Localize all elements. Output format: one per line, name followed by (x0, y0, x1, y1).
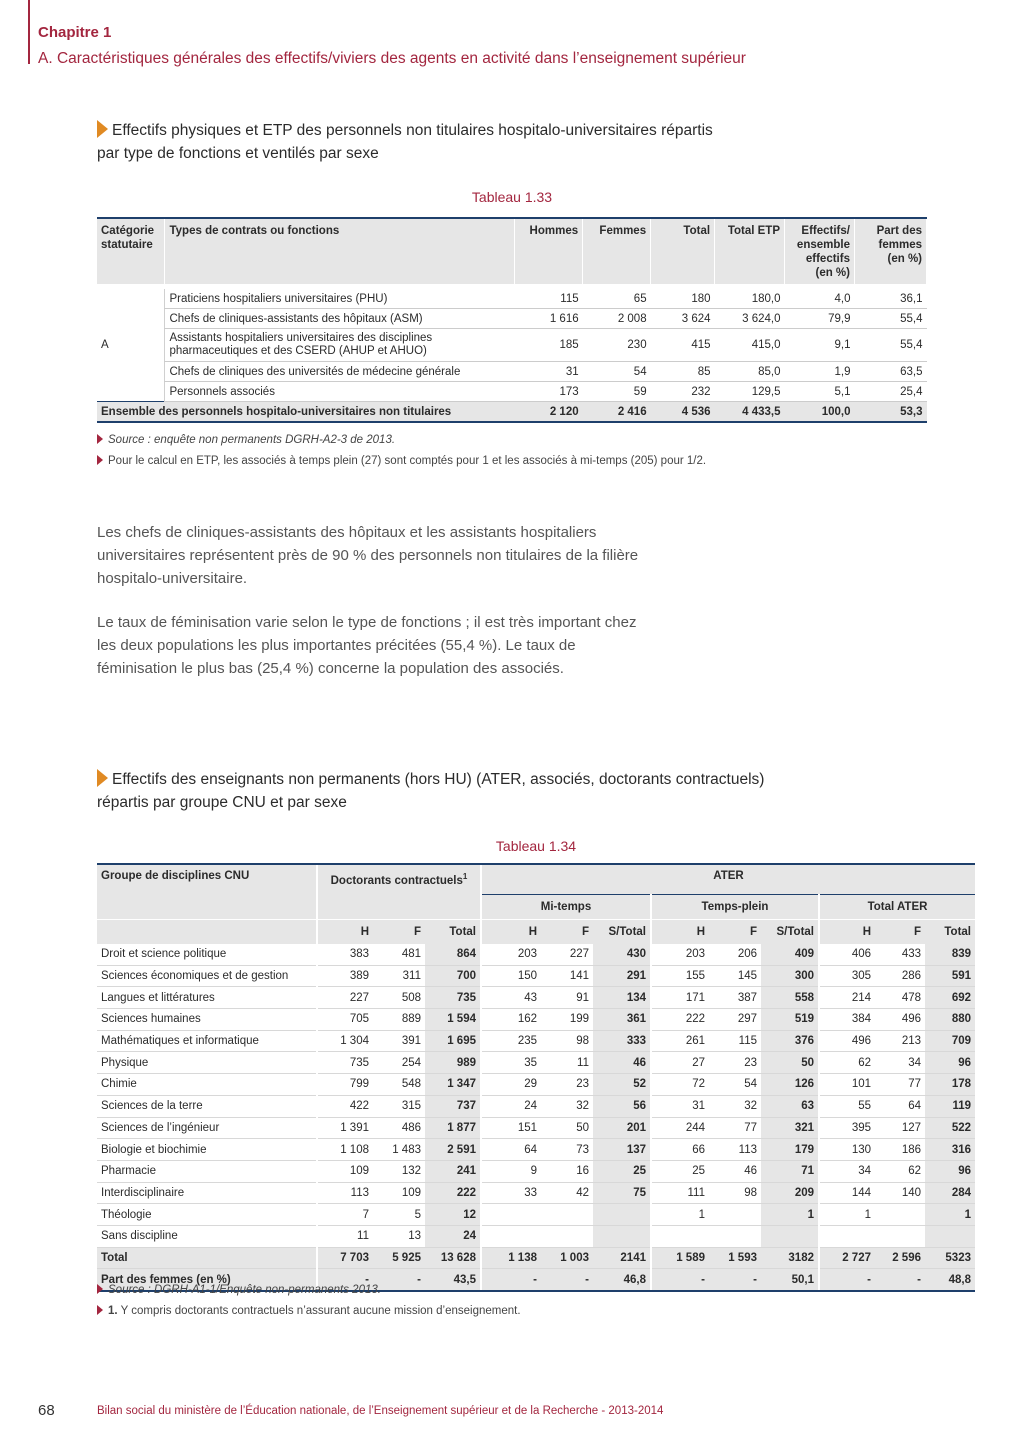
table-cell: 171 (651, 987, 709, 1009)
table-cell: 3182 (761, 1247, 819, 1269)
table-row (97, 1117, 975, 1139)
table-cell: 496 (819, 1030, 875, 1052)
footnote-2: 1. Y compris doctorants contractuels n’assurant aucune mission d’enseignement. (97, 1305, 521, 1317)
row-label: Théologie (97, 1204, 317, 1226)
table-cell: 113 (317, 1182, 373, 1204)
table-cell: 376 (761, 1030, 819, 1052)
table-cell (593, 1225, 651, 1247)
table-row (97, 965, 975, 987)
table-cell: 692 (925, 987, 975, 1009)
table-cell: 300 (761, 965, 819, 987)
arrow-icon (97, 769, 108, 787)
source-note-2: Source : DGRH-A1-1/Enquête non-permanents 2013. (97, 1284, 381, 1296)
page-number: 68 (38, 1402, 55, 1419)
table-cell (709, 1204, 761, 1226)
table-cell: 155 (651, 965, 709, 987)
table-cell: 735 (317, 1052, 373, 1074)
table-cell: 1 (819, 1204, 875, 1226)
table-total-row: Ensemble des personnels hospitalo-universitaires non titulaires 2 120 2 416 4 536 4 433,5 100,0 53,3 (97, 402, 927, 423)
table-row: Chefs de cliniques des universités de médecine générale 31 54 85 85,0 1,9 63,5 (97, 362, 927, 382)
table-cell: 383 (317, 944, 373, 965)
table-cell: 316 (925, 1139, 975, 1161)
table-cell: 62 (875, 1160, 925, 1182)
table-cell (875, 1204, 925, 1226)
table-cell: - (373, 1269, 425, 1291)
table-cell: 43,5 (425, 1269, 481, 1291)
table-cell: 126 (761, 1074, 819, 1096)
table-body (97, 944, 975, 1291)
table-cell: 42 (541, 1182, 593, 1204)
table-cell: 297 (709, 1009, 761, 1031)
table-cell: 151 (481, 1117, 541, 1139)
row-label: Part des femmes (en %) (97, 1269, 317, 1291)
row-label: Sciences économiques et de gestion (97, 965, 317, 987)
table-cell: 5 (373, 1204, 425, 1226)
table-cell: 96 (925, 1160, 975, 1182)
table-cell: 66 (651, 1139, 709, 1161)
table-cell: 132 (373, 1160, 425, 1182)
table-cell: 387 (709, 987, 761, 1009)
table-cell: 32 (709, 1095, 761, 1117)
table-cell: 54 (709, 1074, 761, 1096)
table-cell: 705 (317, 1009, 373, 1031)
table-cell: 179 (761, 1139, 819, 1161)
table-cell: 11 (317, 1225, 373, 1247)
table-cell: 113 (709, 1139, 761, 1161)
table-cell: 50 (761, 1052, 819, 1074)
table-cell: 134 (593, 987, 651, 1009)
table-cell: 209 (761, 1182, 819, 1204)
table-cell: 839 (925, 944, 975, 965)
table1-caption: Tableau 1.33 (471, 189, 553, 205)
table-row: Personnels associés 173 59 232 129,5 5,1 25,4 (97, 382, 927, 402)
col-total-ater: Total ATER (819, 895, 975, 920)
table-cell: 391 (373, 1030, 425, 1052)
col-total: Total (651, 218, 715, 284)
table-cell: 496 (875, 1009, 925, 1031)
table-cell: 46,8 (593, 1269, 651, 1291)
table-cell: 178 (925, 1074, 975, 1096)
table-cell: 406 (819, 944, 875, 965)
table-cell: 989 (425, 1052, 481, 1074)
table-cell: 34 (875, 1052, 925, 1074)
table-cell: 305 (819, 965, 875, 987)
table-cell: 508 (373, 987, 425, 1009)
table-cell: 284 (925, 1182, 975, 1204)
table-header-row-3: H F Total H F S/Total H F S/Total H F Total (97, 920, 975, 945)
col-doctorants: Doctorants contractuels$^1$ (317, 864, 481, 920)
table-cell: 52 (593, 1074, 651, 1096)
row-label: Sans discipline (97, 1225, 317, 1247)
table-row: Assistants hospitaliers universitaires des disciplines pharmaceutiques et des CSERD (AHUP et AHUO) 185 230 415 415,0 9,1 55,4 (97, 329, 927, 362)
table-cell: 291 (593, 965, 651, 987)
paragraph-2: Le taux de féminisation varie selon le type de fonctions ; il est très important chez les deux populations les plus importantes précitées (55,4 %). Le taux de féminisation le plus bas (25,4 %) concerne la population des associés. (97, 614, 637, 677)
table-cell: 700 (425, 965, 481, 987)
table-row (97, 1139, 975, 1161)
table-cell: 43 (481, 987, 541, 1009)
footer-text: Bilan social du ministère de l’Éducation nationale, de l’Enseignement supérieur et de la Recherche - 2013-2014 (97, 1405, 664, 1417)
table-cell: 311 (373, 965, 425, 987)
table-cell: 32 (541, 1095, 593, 1117)
row-label: Interdisciplinaire (97, 1182, 317, 1204)
source-note-1: Source : enquête non permanents DGRH-A2-3 de 2013. (97, 434, 395, 446)
table-cell: 1 003 (541, 1247, 593, 1269)
table-cell: 27 (651, 1052, 709, 1074)
table-cell: 72 (651, 1074, 709, 1096)
row-label: Sciences de la terre (97, 1095, 317, 1117)
table-cell: 13 (373, 1225, 425, 1247)
table-row (97, 1204, 975, 1226)
table-cell: 1 347 (425, 1074, 481, 1096)
table-cell: 1 594 (425, 1009, 481, 1031)
table-cell: - (481, 1269, 541, 1291)
table-cell: 254 (373, 1052, 425, 1074)
table-row (97, 987, 975, 1009)
table-cell: 261 (651, 1030, 709, 1052)
table-cell: 1 483 (373, 1139, 425, 1161)
arrow-icon (97, 455, 103, 465)
table-cell: 203 (481, 944, 541, 965)
table-row: A Praticiens hospitaliers universitaires (PHU) 115 65 180 180,0 4,0 36,1 (97, 289, 927, 309)
row-label: Sciences humaines (97, 1009, 317, 1031)
table-cell: - (317, 1269, 373, 1291)
table-row (97, 1095, 975, 1117)
table-cell: 222 (425, 1182, 481, 1204)
table-cell: 101 (819, 1074, 875, 1096)
table-cell: 56 (593, 1095, 651, 1117)
table-cell: 64 (875, 1095, 925, 1117)
table-cell: 315 (373, 1095, 425, 1117)
table-cell: 214 (819, 987, 875, 1009)
row-label: Sciences de l’ingénieur (97, 1117, 317, 1139)
table-cell: 50 (541, 1117, 593, 1139)
section1-title: Effectifs physiques et ETP des personnels non titulaires hospitalo-universitaires répartis par type de fonctions et ventilés par sexe (97, 122, 713, 162)
row-label: Mathématiques et informatique (97, 1030, 317, 1052)
table-cell: 109 (373, 1182, 425, 1204)
table-cell: 23 (541, 1074, 593, 1096)
table-cell: 25 (651, 1160, 709, 1182)
table-cell: 5323 (925, 1247, 975, 1269)
table-cell: 77 (709, 1117, 761, 1139)
table-header (97, 218, 927, 284)
table-cell: - (709, 1269, 761, 1291)
table-cell: 2141 (593, 1247, 651, 1269)
table-cell: 522 (925, 1117, 975, 1139)
table-cell: 9 (481, 1160, 541, 1182)
table-cell: 235 (481, 1030, 541, 1052)
table-cell (481, 1204, 541, 1226)
arrow-icon (97, 120, 108, 138)
table-cell: 145 (709, 965, 761, 987)
table-cell: 1 108 (317, 1139, 373, 1161)
chapter-title: Chapitre 1 (38, 24, 112, 41)
table-cell: 478 (875, 987, 925, 1009)
table-cell (819, 1225, 875, 1247)
table-cell: 130 (819, 1139, 875, 1161)
table-cell: 63 (761, 1095, 819, 1117)
row-label: Physique (97, 1052, 317, 1074)
row-label: Total (97, 1247, 317, 1269)
table-header-row-1 (97, 864, 975, 895)
arrow-icon (97, 1305, 103, 1315)
table-cell: 395 (819, 1117, 875, 1139)
row-label: Pharmacie (97, 1160, 317, 1182)
table-cell (925, 1225, 975, 1247)
table-cell: 46 (593, 1052, 651, 1074)
col-temps-plein: Temps-plein (651, 895, 819, 920)
table-cell: 1 593 (709, 1247, 761, 1269)
table-cell: 1 391 (317, 1117, 373, 1139)
table-cell: 244 (651, 1117, 709, 1139)
arrow-icon (97, 434, 103, 444)
table-cell: 24 (425, 1225, 481, 1247)
calc-note-1: Pour le calcul en ETP, les associés à temps plein (27) sont comptés pour 1 et les associés à mi-temps (205) pour 1/2. (97, 455, 706, 467)
table-cell: 150 (481, 965, 541, 987)
category-cell: A (101, 339, 109, 351)
table-cell: 737 (425, 1095, 481, 1117)
table-cell: 1 (925, 1204, 975, 1226)
chapter-subtitle: A. Caractéristiques générales des effectifs/viviers des agents en activité dans l’enseignement supérieur (38, 50, 746, 67)
table-cell: 409 (761, 944, 819, 965)
table-cell: 2 596 (875, 1247, 925, 1269)
table-cell: 519 (761, 1009, 819, 1031)
table-cell: - (819, 1269, 875, 1291)
table-cell: 486 (373, 1117, 425, 1139)
table-cell: 430 (593, 944, 651, 965)
row-label: Biologie et biochimie (97, 1139, 317, 1161)
table-cell: 1 (761, 1204, 819, 1226)
table-cell (593, 1204, 651, 1226)
table-cell: 115 (709, 1030, 761, 1052)
table-cell: 206 (709, 944, 761, 965)
table-cell: 98 (541, 1030, 593, 1052)
table-cell: 25 (593, 1160, 651, 1182)
col-mi-temps: Mi-temps (481, 895, 651, 920)
paragraph-1: Les chefs de cliniques-assistants des hôpitaux et les assistants hospitaliers universitaires représentent près de 90 % des personnels non titulaires de la filière hospitalo-universitaire. (97, 524, 639, 587)
row-label: Droit et science politique (97, 944, 317, 965)
table-row (97, 1182, 975, 1204)
table-cell: 31 (651, 1095, 709, 1117)
table-cell (761, 1225, 819, 1247)
table-cell: 241 (425, 1160, 481, 1182)
table-cell: 1 304 (317, 1030, 373, 1052)
table-cell: 71 (761, 1160, 819, 1182)
table-cell: 137 (593, 1139, 651, 1161)
table-cell: 96 (925, 1052, 975, 1074)
col-group: Groupe de disciplines CNU (97, 864, 317, 920)
table-cell: 735 (425, 987, 481, 1009)
arrow-icon (97, 1284, 103, 1294)
table-cell: 62 (819, 1052, 875, 1074)
table-row (97, 1225, 975, 1247)
table-cell: 33 (481, 1182, 541, 1204)
table-cell: 591 (925, 965, 975, 987)
col-femmes: Femmes (583, 218, 651, 284)
table-cell (541, 1204, 593, 1226)
col-etp: Total ETP (715, 218, 785, 284)
table-cell: 111 (651, 1182, 709, 1204)
table-cell: 50,1 (761, 1269, 819, 1291)
table-cell: 1 589 (651, 1247, 709, 1269)
table-row (97, 1009, 975, 1031)
col-part: Part des femmes (en %) (854, 218, 926, 284)
table-cell: 422 (317, 1095, 373, 1117)
table-cell: 1 877 (425, 1117, 481, 1139)
table-cell: 11 (541, 1052, 593, 1074)
table-cell: 227 (317, 987, 373, 1009)
col-ater: ATER (481, 864, 975, 895)
table-cell: 109 (317, 1160, 373, 1182)
table-cell: 24 (481, 1095, 541, 1117)
table-cell: - (651, 1269, 709, 1291)
table-cell: 16 (541, 1160, 593, 1182)
table-row (97, 1030, 975, 1052)
table-cell: 709 (925, 1030, 975, 1052)
table-cell (875, 1225, 925, 1247)
table-cell: 98 (709, 1182, 761, 1204)
table-cell: 141 (541, 965, 593, 987)
table-cell: 799 (317, 1074, 373, 1096)
table-cell: 321 (761, 1117, 819, 1139)
table-cell: 35 (481, 1052, 541, 1074)
table-cell: 384 (819, 1009, 875, 1031)
table-cell: 34 (819, 1160, 875, 1182)
table-cell: - (541, 1269, 593, 1291)
table-row (97, 944, 975, 965)
table-cell: 23 (709, 1052, 761, 1074)
table-cell: 213 (875, 1030, 925, 1052)
col-categorie: Catégorie statutaire (97, 218, 165, 284)
table-cell: 2 727 (819, 1247, 875, 1269)
col-hommes: Hommes (515, 218, 583, 284)
table-cell (481, 1225, 541, 1247)
table-cell: 548 (373, 1074, 425, 1096)
table-cell: 1 695 (425, 1030, 481, 1052)
col-types: Types de contrats ou fonctions (165, 218, 515, 284)
section2-title: Effectifs des enseignants non permanents (hors HU) (ATER, associés, doctorants contractuels) répartis par groupe CNU et par sexe (97, 771, 765, 811)
table-cell: 389 (317, 965, 373, 987)
table-cell: 864 (425, 944, 481, 965)
table-cell: 2 591 (425, 1139, 481, 1161)
table-cell: 7 703 (317, 1247, 373, 1269)
col-effectifs: Effectifs/ ensemble effectifs (en %) (785, 218, 855, 284)
table-cell: 333 (593, 1030, 651, 1052)
chapter-bar (28, 0, 30, 64)
table-cell: 29 (481, 1074, 541, 1096)
table-cell: 48,8 (925, 1269, 975, 1291)
table-1-33 (97, 217, 927, 423)
table-cell: 199 (541, 1009, 593, 1031)
table-cell (651, 1225, 709, 1247)
table-cell: 144 (819, 1182, 875, 1204)
table-cell: 91 (541, 987, 593, 1009)
table-cell: 162 (481, 1009, 541, 1031)
table-cell: 186 (875, 1139, 925, 1161)
table-row (97, 1074, 975, 1096)
table-cell: 64 (481, 1139, 541, 1161)
row-label: Chimie (97, 1074, 317, 1096)
table-cell: 7 (317, 1204, 373, 1226)
table-1-34 (97, 863, 975, 1292)
table-cell: 77 (875, 1074, 925, 1096)
table-cell: 889 (373, 1009, 425, 1031)
table-cell: 13 628 (425, 1247, 481, 1269)
table2-caption: Tableau 1.34 (495, 838, 577, 854)
table-cell: 203 (651, 944, 709, 965)
table-cell: 127 (875, 1117, 925, 1139)
table-cell: - (875, 1269, 925, 1291)
table-cell: 361 (593, 1009, 651, 1031)
table-cell: 46 (709, 1160, 761, 1182)
table-cell: 140 (875, 1182, 925, 1204)
table-cell: 75 (593, 1182, 651, 1204)
table-cell: 481 (373, 944, 425, 965)
table-cell: 73 (541, 1139, 593, 1161)
table-cell: 286 (875, 965, 925, 987)
table-cell: 1 (651, 1204, 709, 1226)
table-cell: 12 (425, 1204, 481, 1226)
row-label: Langues et littératures (97, 987, 317, 1009)
table-row: Chefs de cliniques-assistants des hôpitaux (ASM) 1 616 2 008 3 624 3 624,0 79,9 55,4 (97, 309, 927, 329)
table-cell: 201 (593, 1117, 651, 1139)
table-cell (541, 1225, 593, 1247)
table-cell: 880 (925, 1009, 975, 1031)
table-cell: 222 (651, 1009, 709, 1031)
table-cell: 55 (819, 1095, 875, 1117)
table-cell: 227 (541, 944, 593, 965)
table-cell: 5 925 (373, 1247, 425, 1269)
table-row (97, 1052, 975, 1074)
table-cell: 119 (925, 1095, 975, 1117)
table-total-row (97, 1247, 975, 1269)
table-cell (709, 1225, 761, 1247)
table-cell: 558 (761, 987, 819, 1009)
table-cell: 433 (875, 944, 925, 965)
table-row (97, 1160, 975, 1182)
table-cell: 1 138 (481, 1247, 541, 1269)
